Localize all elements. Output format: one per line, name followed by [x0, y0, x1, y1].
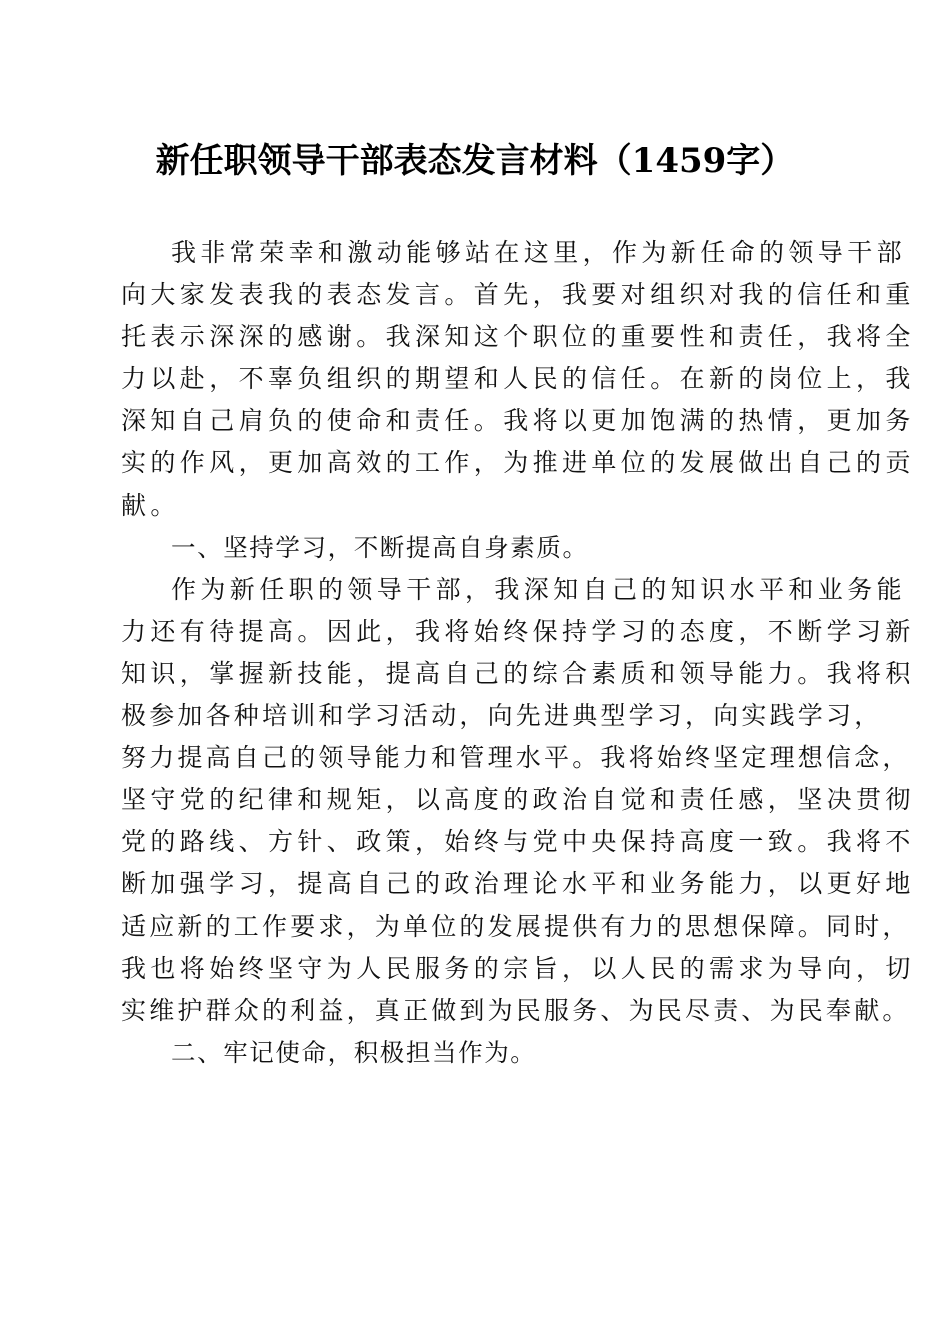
text-line: 我非常荣幸和激动能够站在这里，作为新任命的领导干部 — [171, 238, 907, 267]
text-line: 实维护群众的利益，真正做到为民服务、为民尽责、为民奉献。 — [121, 995, 911, 1025]
text-line: 献。 — [121, 490, 180, 520]
page-title: 新任职领导干部表态发言材料（1459字） — [155, 141, 795, 181]
text-line: 力以赴，不辜负组织的期望和人民的信任。在新的岗位上，我 — [121, 364, 915, 394]
text-line: 向大家发表我的表态发言。首先，我要对组织对我的信任和重 — [121, 280, 915, 310]
text-line: 知识，掌握新技能，提高自己的综合素质和领导能力。我将积 — [121, 658, 915, 688]
text-line: 力还有待提高。因此，我将始终保持学习的态度，不断学习新 — [121, 616, 915, 646]
text-line: 努力提高自己的领导能力和管理水平。我将始终坚定理想信念， — [121, 743, 911, 773]
text-line: 托表示深深的感谢。我深知这个职位的重要性和责任，我将全 — [121, 322, 915, 352]
text-line: 适应新的工作要求，为单位的发展提供有力的思想保障。同时， — [121, 911, 911, 941]
text-line: 极参加各种培训和学习活动，向先进典型学习，向实践学习， — [121, 701, 883, 731]
document-body — [121, 232, 915, 1074]
text-line: 党的路线、方针、政策，始终与党中央保持高度一致。我将不 — [121, 827, 915, 857]
text-line: 作为新任职的领导干部，我深知自己的知识水平和业务能 — [171, 574, 907, 604]
section-heading-2: 二、牢记使命，积极担当作为。 — [171, 1037, 537, 1067]
section-1-paragraph — [121, 569, 915, 1032]
text-line: 实的作风，更加高效的工作，为推进单位的发展做出自己的贡 — [121, 448, 915, 478]
section-heading-1: 一、坚持学习，不断提高自身素质。 — [171, 532, 589, 562]
text-line: 断加强学习，提高自己的政治理论水平和业务能力，以更好地 — [121, 869, 915, 899]
intro-paragraph — [121, 232, 915, 527]
text-line: 深知自己肩负的使命和责任。我将以更加饱满的热情，更加务 — [121, 406, 915, 436]
text-line: 我也将始终坚守为人民服务的宗旨，以人民的需求为导向，切 — [121, 953, 915, 983]
text-line: 坚守党的纪律和规矩，以高度的政治自觉和责任感，坚决贯彻 — [121, 785, 915, 815]
